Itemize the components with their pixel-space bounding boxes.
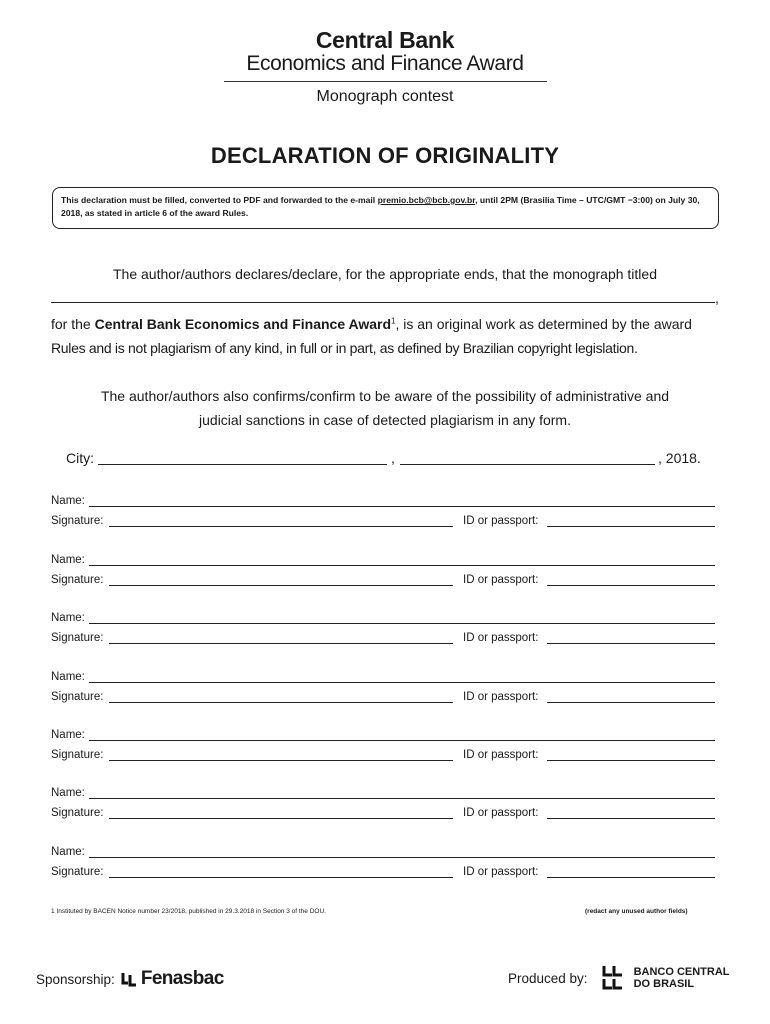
document-title: DECLARATION OF ORIGINALITY (210, 143, 560, 168)
bcb-logo-icon (600, 963, 630, 993)
sponsor-name: Fenasbac (140, 968, 224, 989)
city-label: City: (66, 450, 94, 466)
name-label: Name: (51, 495, 85, 507)
footnote-marker: 1 (391, 316, 396, 326)
header-divider (224, 81, 547, 82)
id-field[interactable] (547, 702, 715, 703)
name-label: Name: (51, 671, 85, 683)
declaration-award-line (51, 316, 721, 332)
id-label: ID or passport: (463, 574, 539, 586)
name-field[interactable] (89, 740, 715, 741)
award-line-prefix: for the (51, 316, 95, 332)
award-subtitle: Economics and Finance Award (246, 52, 524, 75)
id-field[interactable] (547, 643, 715, 644)
author-block (51, 612, 715, 652)
author-block (51, 671, 715, 711)
signature-field[interactable] (109, 760, 453, 761)
sponsorship (36, 966, 224, 992)
notice-text-end: , until 2PM (Brasilia Time – UTC/GMT −3:00) on July 30, 2018, as stated in article 6 of the award Rules. (61, 195, 700, 218)
signature-label: Signature: (51, 807, 104, 819)
producer-name (634, 966, 730, 990)
declaration-rules-line: Rules and is not plagiarism of any kind, in full or in part, as defined by Brazilian copyright legislation. (51, 340, 638, 356)
id-field[interactable] (547, 818, 715, 819)
signature-label: Signature: (51, 691, 104, 703)
signature-field[interactable] (109, 877, 453, 878)
author-block (51, 729, 715, 769)
instructions-box (52, 187, 719, 229)
sponsorship-label: Sponsorship: (36, 971, 115, 987)
signature-label: Signature: (51, 866, 104, 878)
signature-label: Signature: (51, 574, 104, 586)
award-name: Central Bank Economics and Finance Award (94, 316, 392, 332)
signature-field[interactable] (109, 643, 453, 644)
produced-label: Produced by: (508, 970, 588, 986)
monograph-title-field[interactable] (51, 293, 715, 303)
id-label: ID or passport: (463, 749, 539, 761)
id-label: ID or passport: (463, 866, 539, 878)
city-comma: , (391, 450, 395, 466)
city-field[interactable] (98, 464, 387, 465)
id-field[interactable] (547, 585, 715, 586)
id-label: ID or passport: (463, 515, 539, 527)
producer (508, 962, 730, 994)
name-label: Name: (51, 846, 85, 858)
id-label: ID or passport: (463, 632, 539, 644)
redact-note: (redact any unused author fields) (585, 908, 688, 915)
sanctions-line-2: judicial sanctions in case of detected plagiarism in any form. (199, 412, 571, 428)
signature-field[interactable] (109, 526, 453, 527)
author-block (51, 495, 715, 535)
award-title: Central Bank (315, 27, 455, 53)
id-field[interactable] (547, 526, 715, 527)
name-label: Name: (51, 612, 85, 624)
name-field[interactable] (89, 682, 715, 683)
fenasbac-logo-icon (121, 970, 139, 988)
name-field[interactable] (89, 623, 715, 624)
email-link[interactable]: premio.bcb@bcb.gov.br (377, 195, 476, 205)
id-label: ID or passport: (463, 691, 539, 703)
contest-name: Monograph contest (316, 88, 454, 105)
city-date-row (66, 450, 716, 470)
name-field[interactable] (89, 857, 715, 858)
name-label: Name: (51, 787, 85, 799)
name-field[interactable] (89, 565, 715, 566)
signature-label: Signature: (51, 632, 104, 644)
id-field[interactable] (547, 760, 715, 761)
award-line-suffix: , is an original work as determined by the award (395, 316, 692, 332)
sanctions-line-1: The author/authors also confirms/confirm to be aware of the possibility of administrative and (100, 388, 670, 404)
notice-text-start: This declaration must be filled, converted to PDF and forwarded to the e-mail (61, 195, 378, 205)
name-label: Name: (51, 554, 85, 566)
date-field[interactable] (400, 464, 655, 465)
author-block (51, 787, 715, 827)
title-comma: , (715, 290, 719, 306)
author-block (51, 554, 715, 594)
signature-field[interactable] (109, 585, 453, 586)
producer-name-line-2: DO BRASIL (633, 978, 695, 990)
producer-name-line-1: BANCO CENTRAL (633, 966, 730, 978)
declaration-intro: The author/authors declares/declare, for the appropriate ends, that the monograph titled (112, 266, 657, 282)
name-field[interactable] (89, 506, 715, 507)
signature-field[interactable] (109, 702, 453, 703)
signature-label: Signature: (51, 515, 104, 527)
name-field[interactable] (89, 798, 715, 799)
year-text: , 2018. (658, 450, 701, 466)
author-block (51, 846, 715, 886)
id-label: ID or passport: (463, 807, 539, 819)
footnote: 1 Instituted by BACEN Notice number 23/2018, published in 29.3.2018 in Section 3 of the DOU. (51, 908, 326, 915)
signature-label: Signature: (51, 749, 104, 761)
name-label: Name: (51, 729, 85, 741)
id-field[interactable] (547, 877, 715, 878)
signature-field[interactable] (109, 818, 453, 819)
